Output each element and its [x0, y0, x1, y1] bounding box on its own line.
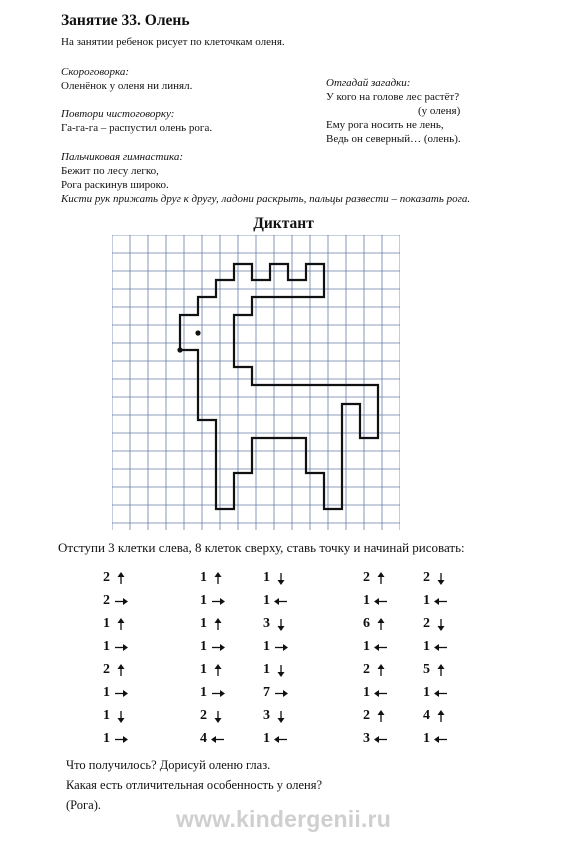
riddle-answer: (у оленя) [418, 105, 461, 117]
riddle-line: У кого на голове лес растёт? [326, 91, 460, 103]
arrow-right-icon [114, 687, 128, 700]
dictation-step [408, 729, 462, 749]
finger-gym-line: Рога раскинув широко. [61, 179, 169, 191]
deer-outline [180, 264, 378, 509]
step-count: 1 [200, 639, 207, 654]
arrow-down-icon [274, 572, 288, 585]
step-count: 1 [200, 685, 207, 700]
rhyme-label: Повтори чистоговорку: [61, 108, 175, 120]
step-count: 1 [200, 662, 207, 677]
dictation-step [185, 729, 239, 749]
arrow-down-icon [114, 710, 128, 723]
arrow-down-icon [211, 710, 225, 723]
dictation-step [88, 568, 142, 588]
finger-gym-line: Бежит по лесу легко, [61, 165, 159, 177]
step-count: 2 [363, 708, 370, 723]
dictation-step [348, 637, 402, 657]
step-count: 3 [363, 731, 370, 746]
page-title: Занятие 33. Олень [61, 12, 190, 29]
page-subtitle: На занятии ребенок рисует по клеточкам оленя. [61, 36, 285, 48]
dictation-instruction: Отступи 3 клетки слева, 8 клеток сверху, ставь точку и начинай рисовать: [58, 540, 465, 555]
dictation-step [408, 683, 462, 703]
finger-gym-instruction: Кисти рук прижать друг к другу, ладони раскрыть, пальцы развести – показать рога. [61, 193, 471, 205]
step-count: 1 [363, 639, 370, 654]
dictation-step [248, 683, 302, 703]
dictation-step [185, 591, 239, 611]
step-count: 1 [263, 593, 270, 608]
dictation-step [408, 568, 462, 588]
dictation-step [185, 706, 239, 726]
arrow-left-icon [374, 687, 388, 700]
step-count: 1 [263, 639, 270, 654]
arrow-up-icon [374, 664, 388, 677]
dictation-step [348, 706, 402, 726]
arrow-right-icon [274, 641, 288, 654]
step-count: 2 [200, 708, 207, 723]
arrow-left-icon [374, 641, 388, 654]
arrow-right-icon [114, 595, 128, 608]
question-text: Что получилось? Дорисуй оленю глаз. [66, 758, 271, 772]
step-count: 1 [263, 731, 270, 746]
step-count: 1 [423, 731, 430, 746]
step-count: 1 [103, 708, 110, 723]
step-count: 2 [103, 662, 110, 677]
tongue-twister-text: Оленёнок у оленя ни линял. [61, 80, 193, 92]
rhyme-section [61, 107, 212, 135]
arrow-up-icon [114, 618, 128, 631]
arrow-left-icon [434, 595, 448, 608]
dictation-step [248, 729, 302, 749]
dictation-step [88, 660, 142, 680]
dictation-step [348, 683, 402, 703]
eye-dot [195, 330, 200, 335]
step-count: 2 [363, 570, 370, 585]
step-count: 6 [363, 616, 370, 631]
dictation-step [185, 614, 239, 634]
step-count: 4 [200, 731, 207, 746]
dictation-step [248, 591, 302, 611]
dictation-step [185, 568, 239, 588]
dictation-steps [0, 568, 567, 748]
arrow-down-icon [434, 618, 448, 631]
dictation-step [348, 614, 402, 634]
arrow-right-icon [114, 733, 128, 746]
arrow-down-icon [434, 572, 448, 585]
finger-gym-label: Пальчиковая гимнастика: [61, 151, 183, 163]
step-count: 2 [103, 593, 110, 608]
step-count: 7 [263, 685, 270, 700]
dictation-step [408, 591, 462, 611]
dictation-step [408, 637, 462, 657]
dictation-step [248, 614, 302, 634]
arrow-left-icon [374, 733, 388, 746]
riddles-label: Отгадай загадки: [326, 77, 411, 89]
arrow-up-icon [434, 710, 448, 723]
dictation-step [185, 683, 239, 703]
dictation-step [348, 591, 402, 611]
website-watermark: www.kindergenii.ru [176, 806, 391, 832]
arrow-left-icon [434, 687, 448, 700]
arrow-right-icon [211, 595, 225, 608]
step-count: 3 [263, 616, 270, 631]
tongue-twister-label: Скороговорка: [61, 66, 130, 78]
finger-gym-section [61, 150, 470, 206]
arrow-left-icon [434, 733, 448, 746]
step-count: 1 [200, 616, 207, 631]
arrow-up-icon [374, 572, 388, 585]
dictation-step [88, 637, 142, 657]
arrow-up-icon [374, 710, 388, 723]
riddle-line: Ведь он северный… (олень). [326, 133, 461, 145]
arrow-down-icon [274, 664, 288, 677]
step-count: 1 [103, 639, 110, 654]
arrow-left-icon [434, 641, 448, 654]
dictation-step [248, 706, 302, 726]
arrow-down-icon [274, 710, 288, 723]
step-count: 1 [423, 685, 430, 700]
arrow-left-icon [274, 595, 288, 608]
step-count: 1 [200, 593, 207, 608]
arrow-up-icon [211, 618, 225, 631]
arrow-left-icon [374, 595, 388, 608]
drawing-grid [112, 235, 400, 535]
step-count: 1 [103, 685, 110, 700]
dictation-step [348, 660, 402, 680]
step-count: 3 [263, 708, 270, 723]
tongue-twister-section [61, 65, 192, 93]
dictation-step [348, 729, 402, 749]
rhyme-text: Га-га-га – распустил олень рога. [61, 122, 213, 134]
arrow-right-icon [211, 641, 225, 654]
step-count: 4 [423, 708, 430, 723]
dictation-step [88, 591, 142, 611]
dictation-step [88, 729, 142, 749]
start-dot [177, 347, 182, 352]
step-count: 1 [200, 570, 207, 585]
arrow-up-icon [211, 664, 225, 677]
step-count: 1 [103, 731, 110, 746]
step-count: 5 [423, 662, 430, 677]
dictation-step [185, 637, 239, 657]
dictation-step [248, 660, 302, 680]
arrow-up-icon [434, 664, 448, 677]
step-count: 1 [423, 593, 430, 608]
step-count: 1 [103, 616, 110, 631]
arrow-left-icon [211, 733, 225, 746]
dictation-step [408, 660, 462, 680]
arrow-up-icon [211, 572, 225, 585]
dictation-step [348, 568, 402, 588]
dictation-step [88, 706, 142, 726]
arrow-right-icon [274, 687, 288, 700]
arrow-right-icon [211, 687, 225, 700]
dictation-step [185, 660, 239, 680]
step-count: 1 [363, 593, 370, 608]
dictation-step [248, 568, 302, 588]
riddle-line: Ему рога носить не лень, [326, 119, 444, 131]
dictation-step [88, 614, 142, 634]
arrow-up-icon [114, 664, 128, 677]
riddles-section [326, 76, 461, 146]
arrow-up-icon [374, 618, 388, 631]
dictation-step [408, 614, 462, 634]
answer-text: (Рога). [66, 798, 102, 812]
step-count: 2 [363, 662, 370, 677]
arrow-right-icon [114, 641, 128, 654]
arrow-down-icon [274, 618, 288, 631]
step-count: 2 [103, 570, 110, 585]
question-text: Какая есть отличительная особенность у оленя? [66, 778, 323, 792]
step-count: 2 [423, 570, 430, 585]
dictation-step [88, 683, 142, 703]
dictation-step [248, 637, 302, 657]
step-count: 2 [423, 616, 430, 631]
arrow-left-icon [274, 733, 288, 746]
step-count: 1 [263, 662, 270, 677]
step-count: 1 [263, 570, 270, 585]
step-count: 1 [363, 685, 370, 700]
dictation-step [408, 706, 462, 726]
dictation-title: Диктант [253, 215, 314, 232]
step-count: 1 [423, 639, 430, 654]
arrow-up-icon [114, 572, 128, 585]
